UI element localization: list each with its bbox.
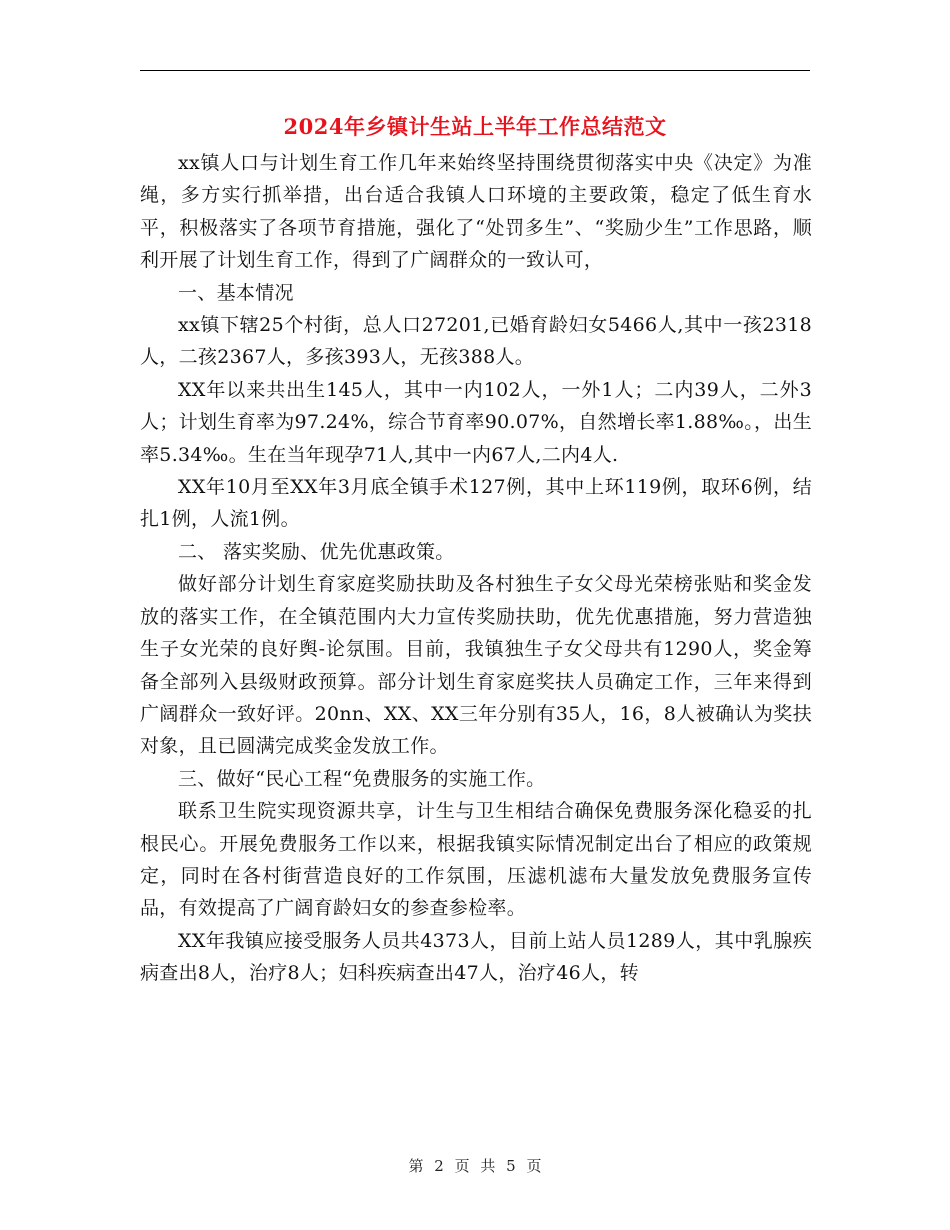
header-rule	[140, 70, 810, 71]
paragraph-surgeries: XX年10月至XX年3月底全镇手术127例，其中上环119例，取环6例，结扎1例，人流1例。	[140, 476, 812, 531]
document-body	[140, 147, 812, 990]
section-heading-basic-situation: 一、基本情况	[178, 281, 294, 304]
page-footer: 第 2 页 共 5 页	[408, 1157, 542, 1175]
paragraph-births: XX年以来共出生145人，其中一内102人，一外1人；二内39人，二外3人；计划生育率为97.24%，综合节育率90.07%，自然增长率1.88‰。，出生率5.34‰。生在当年现孕71人,其中一内67人,二内4人.	[140, 378, 812, 466]
paragraph-population: xx镇下辖25个村街，总人口27201,已婚育龄妇女5466人,其中一孩2318人，二孩2367人，多孩393人，无孩388人。	[140, 314, 812, 369]
paragraph-intro: xx镇人口与计划生育工作几年来始终坚持围绕贯彻落实中央《决定》为准绳，多方实行抓举措，出台适合我镇人口环境的主要政策，稳定了低生育水平，积极落实了各项节育措施，强化了“处罚多生”、“奖励少生”工作思路，顺利开展了计划生育工作，得到了广阔群众的一致认可，	[140, 152, 812, 272]
section-heading-free-service: 三、做好“民心工程“免费服务的实施工作。	[178, 767, 546, 790]
document-title: 2024年乡镇计生站上半年工作总结范文	[283, 114, 667, 139]
paragraph-rewards: 做好部分计划生育家庭奖励扶助及各村独生子女父母光荣榜张贴和奖金发放的落实工作，在全镇范围内大力宣传奖励扶助，优先优惠措施，努力营造独生子女光荣的良好舆-论氛围。目前，我镇独生子女父母共有1290人，奖金筹备全部列入县级财政预算。部分计划生育家庭奖扶人员确定工作，三年来得到广阔群众一致好评。20nn、XX、XX三年分别有35人，16，8人被确认为奖扶对象，且已圆满完成奖金发放工作。	[140, 573, 812, 758]
paragraph-service-stats: XX年我镇应接受服务人员共4373人，目前上站人员1289人，其中乳腺疾病查出8人，治疗8人；妇科疾病查出47人，治疗46人，转	[140, 929, 812, 985]
paragraph-free-service: 联系卫生院实现资源共享，计生与卫生相结合确保免费服务深化稳妥的扎根民心。开展免费服务工作以来，根据我镇实际情况制定出台了相应的政策规定，同时在各村街营造良好的工作氛围，压滤机滤布大量发放免费服务宣传品，有效提高了广阔育龄妇女的参查参检率。	[140, 800, 812, 920]
section-heading-rewards: 二、 落实奖励、优先优惠政策。	[178, 540, 455, 563]
